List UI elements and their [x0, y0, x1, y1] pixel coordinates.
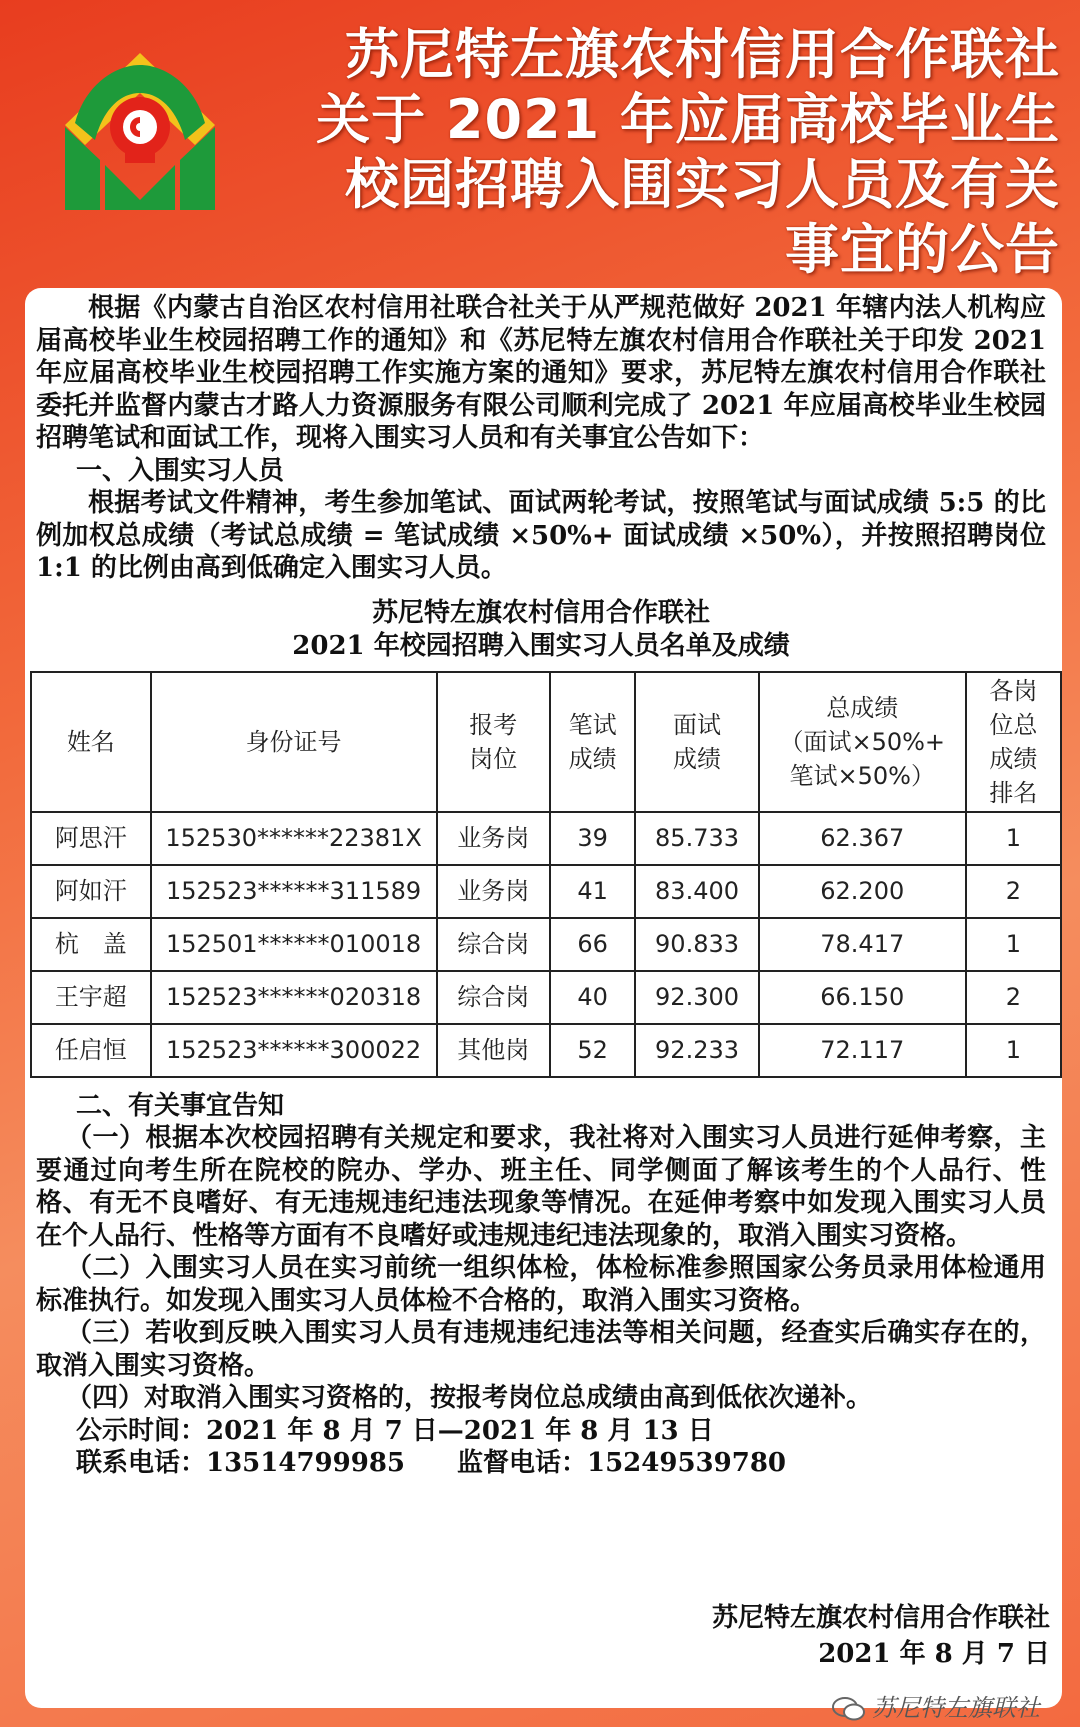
contact-phones: 联系电话：13514799985 监督电话：15249539780: [76, 1448, 786, 1478]
cell-interview: 83.400: [635, 865, 759, 918]
cell-name: 任启恒: [31, 1024, 151, 1077]
cell-post: 其他岗: [437, 1024, 551, 1077]
title-line: 关于 2021 年应届高校毕业生: [316, 88, 1060, 151]
wechat-watermark: [832, 1688, 1040, 1723]
header-banner: [0, 0, 1080, 290]
notice-item-4: （四）对取消入围实习资格的，按报考岗位总成绩由高到低依次递补。: [66, 1383, 873, 1413]
cell-interview: 92.300: [635, 971, 759, 1024]
notice-item-3: （三）若收到反映入围实习人员有违规违纪违法等相关问题，经查实后确实存在的，取消入围实习资格。: [36, 1318, 1046, 1381]
signature-block: [712, 1600, 1050, 1672]
cell-written: 39: [550, 812, 635, 865]
cell-total: 72.117: [759, 1024, 966, 1077]
table-title: [36, 597, 1046, 663]
title-line: 事宜的公告: [785, 218, 1060, 281]
cell-post: 业务岗: [437, 865, 551, 918]
header-written: 笔试 成绩: [550, 672, 635, 812]
cell-id: 152501******010018: [151, 918, 437, 971]
cell-written: 40: [550, 971, 635, 1024]
cell-rank: 1: [966, 1024, 1061, 1077]
cell-id: 152530******22381X: [151, 812, 437, 865]
cell-written: 52: [550, 1024, 635, 1077]
watermark-text: 苏尼特左旗联社: [872, 1694, 1040, 1722]
cell-id: 152523******020318: [151, 971, 437, 1024]
table-row: [31, 918, 1061, 971]
cell-name: 杭 盖: [31, 918, 151, 971]
cell-rank: 2: [966, 971, 1061, 1024]
intro-paragraph: 根据《内蒙古自治区农村信用社联合社关于从严规范做好 2021 年辖内法人机构应届高校毕业生校园招聘工作的通知》和《苏尼特左旗农村信用合作联社关于印发 2021 年应届高校毕业生校园招聘工作实施方案的通知》要求，苏尼特左旗农村信用合作联社委托并监督内蒙古才路人力资源服务有限公司顺利完成了 2021 年应届高校毕业生校园招聘笔试和面试工作，现将入围实习人员和有关事宜公告如下：: [36, 293, 1046, 453]
cell-total: 62.367: [759, 812, 966, 865]
cell-id: 152523******300022: [151, 1024, 437, 1077]
cell-total: 62.200: [759, 865, 966, 918]
table-title-org: 苏尼特左旗农村信用合作联社: [371, 597, 710, 628]
cell-written: 41: [550, 865, 635, 918]
announcement-body: [36, 292, 1046, 1480]
publicity-period: 公示时间：2021 年 8 月 7 日—2021 年 8 月 13 日: [76, 1415, 714, 1446]
cell-written: 66: [550, 918, 635, 971]
title-line: 校园招聘入围实习人员及有关: [345, 153, 1060, 216]
cell-name: 阿思汗: [31, 812, 151, 865]
table-header-row: [31, 672, 1061, 812]
wechat-icon: [832, 1696, 866, 1722]
table-row: [31, 812, 1061, 865]
cell-interview: 85.733: [635, 812, 759, 865]
cell-name: 王宇超: [31, 971, 151, 1024]
header-total: 总成绩 （面试×50%+ 笔试×50%）: [759, 672, 966, 812]
header-rank: 各岗 位总 成绩 排名: [966, 672, 1061, 812]
header-post: 报考 岗位: [437, 672, 551, 812]
table-row: [31, 865, 1061, 918]
table-title-desc: 2021 年校园招聘入围实习人员名单及成绩: [292, 630, 790, 661]
results-table: [30, 671, 1062, 1078]
table-row: [31, 1024, 1061, 1077]
cell-post: 综合岗: [437, 918, 551, 971]
cell-post: 综合岗: [437, 971, 551, 1024]
section1-paragraph: 根据考试文件精神，考生参加笔试、面试两轮考试，按照笔试与面试成绩 5:5 的比例加权总成绩（考试总成绩 = 笔试成绩 ×50%+ 面试成绩 ×50%），并按照招聘岗位 1:1 的比例由高到低确定入围实习人员。: [36, 488, 1046, 583]
header-id: 身份证号: [151, 672, 437, 812]
cell-total: 78.417: [759, 918, 966, 971]
notice-item-1: （一）根据本次校园招聘有关规定和要求，我社将对入围实习人员进行延伸考察，主要通过向考生所在院校的院办、学办、班主任、同学侧面了解该考生的个人品行、性格、有无不良嗜好、有无违规违纪违法现象等情况。在延伸考察中如发现入围实习人员在个人品行、性格等方面有不良嗜好或违规违纪违法现象的，取消入围实习资格。: [36, 1123, 1046, 1251]
cell-name: 阿如汗: [31, 865, 151, 918]
header-name: 姓名: [31, 672, 151, 812]
cell-interview: 92.233: [635, 1024, 759, 1077]
section2-heading: 二、有关事宜告知: [76, 1090, 285, 1121]
cell-post: 业务岗: [437, 812, 551, 865]
cell-rank: 2: [966, 865, 1061, 918]
table-row: [31, 971, 1061, 1024]
section1-heading: 一、入围实习人员: [76, 455, 285, 486]
cell-rank: 1: [966, 918, 1061, 971]
page-title: [250, 22, 1060, 282]
cell-rank: 1: [966, 812, 1061, 865]
title-line: 苏尼特左旗农村信用合作联社: [345, 23, 1060, 86]
cell-interview: 90.833: [635, 918, 759, 971]
rural-credit-logo-icon: [45, 45, 235, 220]
signature-date: 2021 年 8 月 7 日: [818, 1639, 1050, 1669]
cell-id: 152523******311589: [151, 865, 437, 918]
header-interview: 面试 成绩: [635, 672, 759, 812]
cell-total: 66.150: [759, 971, 966, 1024]
notice-item-2: （二）入围实习人员在实习前统一组织体检，体检标准参照国家公务员录用体检通用标准执行。如发现入围实习人员体检不合格的，取消入围实习资格。: [36, 1253, 1046, 1316]
notice-section: [36, 1090, 1046, 1480]
signature-org: 苏尼特左旗农村信用合作联社: [711, 1603, 1050, 1633]
